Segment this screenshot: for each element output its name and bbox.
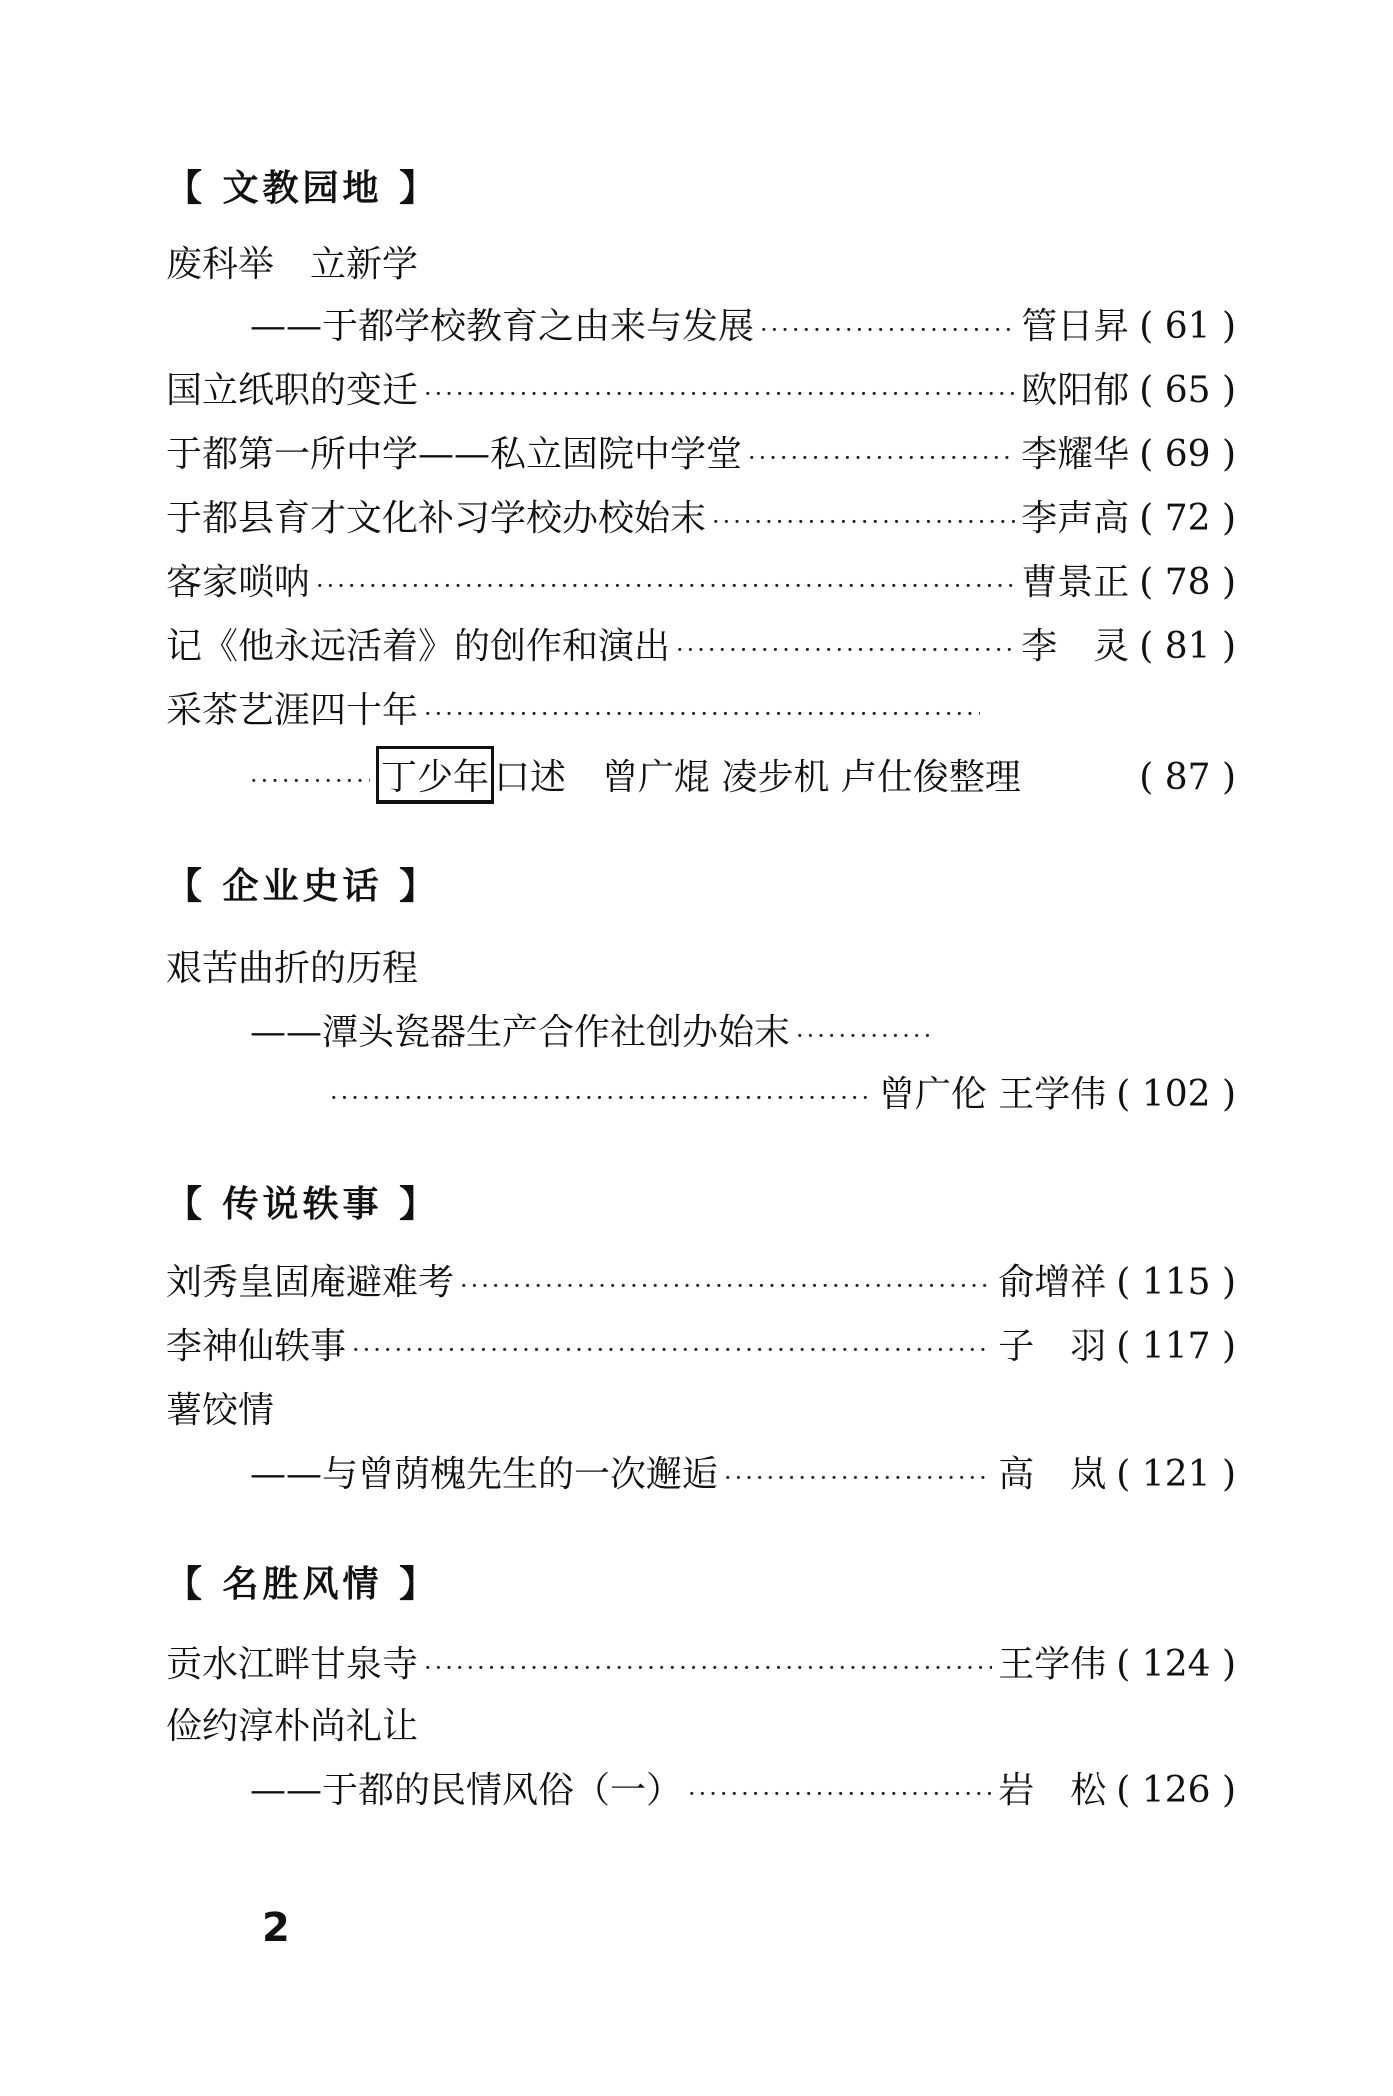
leader-dots (330, 1084, 873, 1112)
leader-dots (352, 1336, 992, 1364)
toc-entry-author: 李耀华 (1021, 434, 1130, 475)
leader-dots (796, 1022, 934, 1050)
toc-entry-page: ( 81 ) (1139, 626, 1236, 667)
leader-dots (712, 508, 1015, 536)
toc-entry-author: 曾广伦 王学伟 (878, 1074, 1107, 1115)
section-heading: 【 名胜风情 】 (166, 1564, 440, 1605)
leader-dots (760, 316, 1015, 344)
section-heading: 【 文教园地 】 (166, 168, 440, 209)
toc-entry-author: 欧阳郁 (1021, 370, 1130, 411)
toc-entry-title: 记《他永远活着》的创作和演出 (166, 626, 671, 667)
leader-dots (724, 1464, 992, 1492)
toc-entry-author: 管日昇 (1021, 306, 1130, 347)
toc-entry-title: 艰苦曲折的历程 (166, 948, 419, 989)
toc-entry (250, 1004, 940, 1052)
toc-entry (166, 426, 1236, 474)
toc-entry-page: ( 117 ) (1116, 1326, 1236, 1367)
toc-entry-author: 曹景正 (1021, 562, 1130, 603)
toc-entry (166, 1636, 1236, 1684)
toc-entry (250, 298, 1236, 346)
section-heading: 【 传说轶事 】 (166, 1184, 440, 1225)
toc-entry-title: ——与曾荫槐先生的一次邂逅 (250, 1454, 719, 1495)
toc-entry-page: ( 115 ) (1116, 1262, 1236, 1303)
toc-entry-author: 王学伟 (998, 1644, 1107, 1685)
toc-entry-title: ——潭头瓷器生产合作社创办始末 (250, 1012, 791, 1053)
leader-dots (250, 767, 370, 795)
leader-dots (424, 380, 1015, 408)
toc-entry-title: ——于都的民情风俗（一） (250, 1770, 683, 1811)
leader-dots (748, 444, 1015, 472)
toc-entry-title: 刘秀皇固庵避难考 (166, 1262, 455, 1303)
toc-entry-page: ( 61 ) (1139, 306, 1236, 347)
toc-entry (250, 1762, 1236, 1810)
toc-entry-page: ( 65 ) (1139, 370, 1236, 411)
toc-entry-author: 口述 曾广焜 凌步机 卢仕俊整理 (494, 757, 1021, 798)
leader-dots (688, 1780, 992, 1808)
toc-entry-title: 薯饺情 (166, 1390, 275, 1431)
toc-entry-page: ( 78 ) (1139, 562, 1236, 603)
toc-entry (250, 746, 1236, 798)
toc-entry-author: 俞增祥 (998, 1262, 1107, 1303)
toc-entry (166, 554, 1236, 602)
toc-entry-page: ( 87 ) (1139, 757, 1236, 798)
toc-entry-title: 于都第一所中学——私立固院中学堂 (166, 434, 743, 475)
toc-entry-title: ——于都学校教育之由来与发展 (250, 306, 755, 347)
toc-entry-author: 高 岚 (998, 1454, 1107, 1495)
toc-entry (250, 1446, 1236, 1494)
toc-entry (330, 1066, 1236, 1114)
page-number: 2 (262, 1905, 290, 1951)
leader-dots (460, 1272, 992, 1300)
toc-entry-page: ( 72 ) (1139, 498, 1236, 539)
toc-entry-title: 采茶艺涯四十年 (166, 690, 419, 731)
leader-dots (424, 1654, 992, 1682)
toc-entry (166, 618, 1236, 666)
toc-entry-title: 于都县育才文化补习学校办校始末 (166, 498, 707, 539)
toc-entry-author: 李 灵 (1021, 626, 1130, 667)
toc-entry-page: ( 102 ) (1116, 1074, 1236, 1115)
toc-entry-author: 岩 松 (998, 1770, 1107, 1811)
leader-dots (424, 700, 980, 728)
leader-dots (676, 636, 1015, 664)
toc-entry-title: 客家唢呐 (166, 562, 311, 603)
toc-entry-page: ( 121 ) (1116, 1454, 1236, 1495)
toc-entry-title: 国立纸职的变迁 (166, 370, 419, 411)
boxed-name: 丁少年 (376, 746, 494, 804)
section-heading: 【 企业史话 】 (166, 866, 440, 907)
toc-entry-page: ( 69 ) (1139, 434, 1236, 475)
toc-entry (166, 1318, 1236, 1366)
toc-entry-title: 李神仙轶事 (166, 1326, 347, 1367)
toc-entry-page: ( 124 ) (1116, 1644, 1236, 1685)
toc-entry-title: 俭约淳朴尚礼让 (166, 1706, 419, 1747)
toc-entry (166, 682, 986, 730)
toc-entry-author: 李声高 (1021, 498, 1130, 539)
toc-entry-page: ( 126 ) (1116, 1770, 1236, 1811)
toc-entry-title: 废科举 立新学 (166, 244, 419, 285)
toc-entry (166, 1254, 1236, 1302)
toc-entry (166, 490, 1236, 538)
toc-entry-author: 子 羽 (998, 1326, 1107, 1367)
toc-entry-title: 贡水江畔甘泉寺 (166, 1644, 419, 1685)
toc-entry (166, 362, 1236, 410)
leader-dots (316, 572, 1015, 600)
